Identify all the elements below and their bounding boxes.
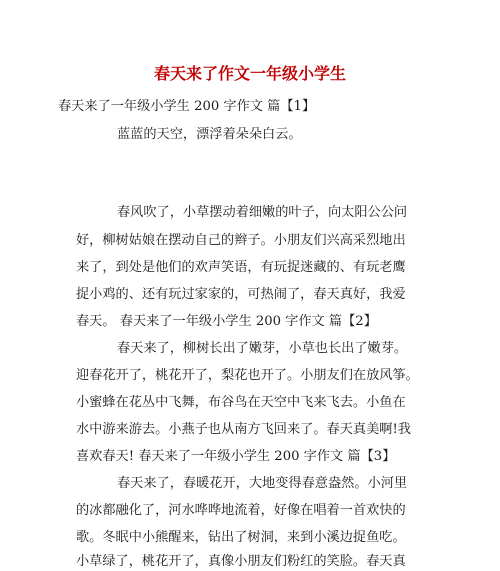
paragraph-line: 春天。 春天来了一年级小学生 200 字作文 篇【2】 bbox=[76, 314, 377, 329]
heading-part-1: 春天来了一年级小学生 200 字作文 篇【1】 bbox=[58, 99, 316, 114]
paragraph-line: 春天来了，春暖花开，大地变得春意盎然。小河里 bbox=[117, 476, 408, 491]
paragraph-line: 春风吹了，小草摆动着细嫩的叶子，向太阳公公问 bbox=[117, 205, 408, 220]
paragraph-line: 来了，到处是他们的欢声笑语，有玩捉迷藏的、有玩老鹰 bbox=[76, 260, 406, 275]
paragraph-line: 春天来了，柳树长出了嫩芽，小草也长出了嫩芽。 bbox=[117, 341, 408, 356]
document-title: 春天来了作文一年级小学生 bbox=[153, 64, 346, 83]
paragraph-line: 迎春花开了，桃花开了，梨花也开了。小朋友们在放风筝。 bbox=[76, 368, 419, 383]
paragraph-line: 小草绿了，桃花开了，真像小朋友们粉红的笑脸。春天真 bbox=[76, 554, 406, 569]
paragraph-line: 捉小鸡的、还有玩过家家的，可热闹了，春天真好，我爱 bbox=[76, 287, 406, 302]
paragraph-line: 水中游来游去。小燕子也从南方飞回来了。春天真美啊!我 bbox=[76, 422, 411, 437]
paragraph-line: 的冰都融化了，河水哗哗地流着，好像在唱着一首欢快的 bbox=[76, 503, 406, 518]
paragraph-line: 蓝蓝的天空，漂浮着朵朵白云。 bbox=[117, 127, 302, 142]
paragraph-line: 歌。冬眠中小熊醒来，钻出了树洞，来到小溪边捉鱼吃。 bbox=[76, 530, 406, 545]
paragraph-line: 喜欢春天! 春天来了一年级小学生 200 字作文 篇【3】 bbox=[76, 449, 396, 464]
paragraph-line: 小蜜蜂在花丛中飞舞，布谷鸟在天空中飞来飞去。小鱼在 bbox=[76, 395, 406, 410]
paragraph-line: 好，柳树姑娘在摆动自己的辫子。小朋友们兴高采烈地出 bbox=[76, 233, 406, 248]
